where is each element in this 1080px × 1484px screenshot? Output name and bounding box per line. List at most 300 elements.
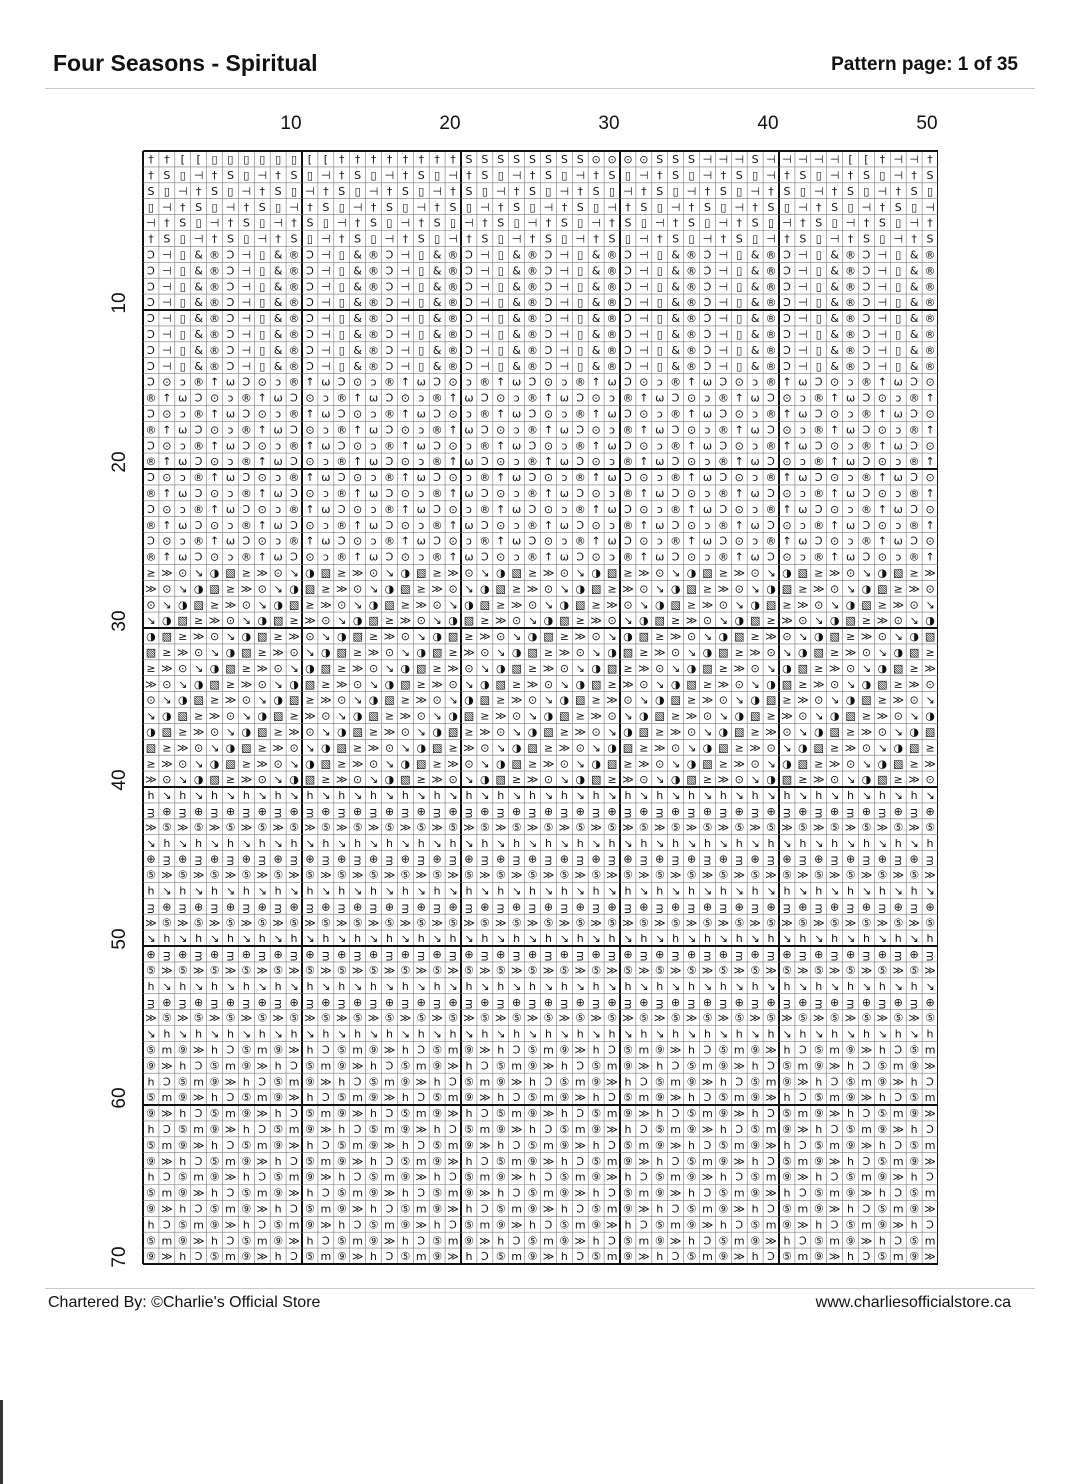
stitch-symbol: & xyxy=(353,343,362,357)
stitch-symbol: ↘ xyxy=(909,836,919,850)
stitch-symbol: h xyxy=(481,932,489,946)
stitch-symbol: ω xyxy=(702,407,713,421)
stitch-symbol: m xyxy=(829,1043,841,1057)
stitch-symbol: ⊣ xyxy=(798,327,808,341)
stitch-symbol: h xyxy=(370,1250,378,1264)
stitch-symbol: ⑤ xyxy=(782,1059,792,1073)
stitch-symbol: S xyxy=(513,200,521,214)
stitch-symbol: ↘ xyxy=(877,1027,887,1041)
stitch-symbol: Ɔ xyxy=(624,502,632,516)
stitch-symbol: ↑ xyxy=(400,471,410,485)
stitch-symbol: ⊙ xyxy=(782,455,792,469)
stitch-symbol: ® xyxy=(845,343,857,357)
stitch-symbol: ▯ xyxy=(847,200,854,214)
stitch-symbol: ↑ xyxy=(782,471,792,485)
stitch-symbol: Ɔ xyxy=(862,423,871,437)
stitch-symbol: ↄ xyxy=(370,439,377,453)
stitch-symbol: ⑤ xyxy=(416,1011,427,1025)
stitch-symbol: ⊙ xyxy=(384,741,395,755)
stitch-symbol: ▧ xyxy=(479,598,491,612)
stitch-symbol: ⊣ xyxy=(893,232,904,246)
stitch-symbol: m xyxy=(447,1186,459,1200)
stitch-symbol: ⑤ xyxy=(495,963,506,977)
stitch-symbol: & xyxy=(512,312,521,326)
stitch-symbol: ⊙ xyxy=(305,423,315,437)
stitch-symbol: ⑤ xyxy=(813,1043,824,1057)
stitch-symbol: h xyxy=(211,979,219,993)
stitch-symbol: ≫ xyxy=(431,1011,443,1025)
stitch-symbol: ≫ xyxy=(765,1186,777,1200)
stitch-symbol: ᴟ xyxy=(544,948,552,962)
stitch-symbol: ↄ xyxy=(561,407,568,421)
stitch-symbol: ≫ xyxy=(479,1043,491,1057)
stitch-symbol: ⑤ xyxy=(782,1250,792,1264)
stitch-symbol: ◑ xyxy=(909,630,919,644)
stitch-symbol: ≫ xyxy=(828,661,841,675)
stitch-symbol: ◑ xyxy=(845,598,856,612)
stitch-symbol: ≥ xyxy=(909,757,919,771)
stitch-symbol: ⑤ xyxy=(686,868,697,882)
stitch-symbol: ▧ xyxy=(304,582,316,596)
stitch-symbol: ▯ xyxy=(354,184,361,198)
stitch-symbol: ↘ xyxy=(671,661,681,675)
stitch-symbol: m xyxy=(320,1059,332,1073)
stitch-symbol: ⑨ xyxy=(750,1043,761,1057)
stitch-symbol: ⑤ xyxy=(400,1202,411,1216)
stitch-symbol: S xyxy=(449,200,457,214)
stitch-symbol: ⑤ xyxy=(877,1202,888,1216)
stitch-symbol: h xyxy=(481,1027,489,1041)
stitch-symbol: ≫ xyxy=(161,566,173,580)
stitch-symbol: ω xyxy=(655,455,665,469)
stitch-symbol: ᴟ xyxy=(847,804,855,818)
stitch-symbol: ⊣ xyxy=(464,216,474,230)
stitch-symbol: h xyxy=(847,1202,855,1216)
stitch-symbol: h xyxy=(894,932,902,946)
stitch-symbol: † xyxy=(911,232,917,246)
stitch-symbol: Ɔ xyxy=(480,1202,489,1216)
stitch-symbol: Ɔ xyxy=(242,534,251,548)
stitch-symbol: ® xyxy=(479,407,491,421)
stitch-symbol: ᴟ xyxy=(815,995,823,1009)
stitch-symbol: ▯ xyxy=(529,200,536,214)
stitch-symbol: ↘ xyxy=(241,709,251,723)
stitch-symbol: Ɔ xyxy=(576,423,585,437)
stitch-symbol: h xyxy=(767,836,775,850)
stitch-symbol: ⑨ xyxy=(400,1122,411,1136)
stitch-symbol: ⊙ xyxy=(925,407,935,421)
stitch-symbol: ≫ xyxy=(240,916,253,930)
stitch-symbol: ◑ xyxy=(511,741,522,755)
stitch-symbol: Ɔ xyxy=(147,312,155,326)
stitch-symbol: ◑ xyxy=(543,614,554,628)
stitch-symbol: h xyxy=(878,1234,886,1248)
stitch-symbol: ω xyxy=(416,471,426,485)
stitch-symbol: Ɔ xyxy=(719,375,728,389)
stitch-symbol: ↘ xyxy=(861,566,872,580)
stitch-symbol: † xyxy=(784,232,790,246)
stitch-symbol: ≫ xyxy=(399,1011,412,1025)
stitch-symbol: Ɔ xyxy=(306,327,314,341)
stitch-symbol: ↘ xyxy=(655,836,665,850)
stitch-symbol: ▯ xyxy=(338,296,345,310)
stitch-symbol: ω xyxy=(559,550,569,564)
stitch-symbol: ↘ xyxy=(925,693,935,707)
stitch-symbol: ⑤ xyxy=(273,1170,284,1184)
stitch-symbol: ⊙ xyxy=(686,630,697,644)
stitch-symbol: ▧ xyxy=(908,741,920,755)
stitch-symbol: ≫ xyxy=(510,1122,523,1136)
stitch-symbol: h xyxy=(417,932,425,946)
stitch-symbol: ω xyxy=(655,423,665,437)
stitch-symbol: ω xyxy=(225,502,236,516)
stitch-symbol: Ɔ xyxy=(862,391,871,405)
stitch-symbol: ᴟ xyxy=(624,900,632,914)
stitch-symbol: ® xyxy=(860,534,872,548)
stitch-symbol: ≥ xyxy=(257,645,267,659)
stitch-symbol: h xyxy=(338,1075,346,1089)
stitch-symbol: ⑨ xyxy=(686,1170,697,1184)
stitch-symbol: Ɔ xyxy=(735,1218,744,1232)
stitch-symbol: ↘ xyxy=(289,661,299,675)
stitch-symbol: ▯ xyxy=(434,168,441,182)
stitch-symbol: ≥ xyxy=(543,741,554,755)
stitch-symbol: ↘ xyxy=(416,884,426,898)
stitch-symbol: ® xyxy=(845,312,857,326)
stitch-pattern-grid xyxy=(142,150,938,1265)
stitch-symbol: Ɔ xyxy=(385,455,394,469)
stitch-symbol: ω xyxy=(607,439,617,453)
stitch-symbol: ↘ xyxy=(416,979,426,993)
stitch-symbol: ⊕ xyxy=(289,804,299,818)
stitch-symbol: ⊣ xyxy=(718,312,729,326)
stitch-symbol: S xyxy=(481,168,489,182)
stitch-symbol: ⑤ xyxy=(623,1043,633,1057)
stitch-symbol: & xyxy=(909,264,919,278)
stitch-symbol: ↘ xyxy=(368,677,379,691)
stitch-symbol: ≫ xyxy=(558,916,571,930)
stitch-symbol: ⑤ xyxy=(638,916,649,930)
stitch-symbol: Ɔ xyxy=(608,1091,616,1105)
stitch-symbol: ◑ xyxy=(209,757,220,771)
stitch-symbol: ω xyxy=(798,471,808,485)
stitch-symbol: ω xyxy=(750,455,760,469)
stitch-symbol: ⊙ xyxy=(639,534,649,548)
stitch-symbol: & xyxy=(194,359,203,373)
stitch-symbol: ↑ xyxy=(209,407,220,421)
stitch-symbol: ⊙ xyxy=(512,709,522,723)
stitch-symbol: ≫ xyxy=(415,868,428,882)
stitch-symbol: ® xyxy=(383,375,395,389)
stitch-symbol: h xyxy=(338,1218,346,1232)
stitch-symbol: m xyxy=(606,1250,618,1264)
stitch-symbol: ® xyxy=(622,518,634,532)
stitch-symbol: ↘ xyxy=(289,757,299,771)
stitch-symbol: ⑤ xyxy=(209,1107,220,1121)
stitch-symbol: S xyxy=(544,168,552,182)
stitch-symbol: ≫ xyxy=(256,1202,269,1216)
stitch-symbol: ↄ xyxy=(561,471,568,485)
stitch-symbol: S xyxy=(608,168,616,182)
stitch-symbol: ⑤ xyxy=(527,1138,538,1152)
stitch-symbol: ⑤ xyxy=(305,868,315,882)
stitch-symbol: ↑ xyxy=(925,486,935,500)
stitch-symbol: ⊙ xyxy=(830,471,840,485)
stitch-symbol: h xyxy=(497,1234,505,1248)
stitch-symbol: ◑ xyxy=(384,582,395,596)
stitch-symbol: h xyxy=(306,979,314,993)
stitch-symbol: ≫ xyxy=(701,963,714,977)
stitch-symbol: ▧ xyxy=(447,725,459,739)
stitch-symbol: m xyxy=(606,1154,618,1168)
stitch-symbol: ᴟ xyxy=(370,995,378,1009)
stitch-symbol: ⊣ xyxy=(861,200,872,214)
stitch-symbol: ▧ xyxy=(225,757,236,771)
stitch-symbol: ◑ xyxy=(861,677,872,691)
stitch-symbol: ≥ xyxy=(591,693,601,707)
stitch-symbol: Ɔ xyxy=(767,1202,775,1216)
stitch-symbol: ◑ xyxy=(241,630,252,644)
stitch-symbol: ↘ xyxy=(671,979,681,993)
stitch-symbol: ◑ xyxy=(782,566,792,580)
stitch-symbol: ↘ xyxy=(432,836,442,850)
stitch-symbol: ⑤ xyxy=(591,1250,602,1264)
stitch-symbol: ↘ xyxy=(639,884,649,898)
stitch-symbol: ≫ xyxy=(161,661,173,675)
stitch-symbol: ᴟ xyxy=(338,995,346,1009)
stitch-symbol: ᴟ xyxy=(290,948,298,962)
stitch-symbol: h xyxy=(497,884,505,898)
stitch-symbol: ® xyxy=(845,280,857,294)
stitch-symbol: ↑ xyxy=(734,550,744,564)
stitch-symbol: ⑤ xyxy=(686,1107,697,1121)
stitch-symbol: ® xyxy=(479,375,491,389)
stitch-symbol: ⊣ xyxy=(400,343,411,357)
stitch-symbol: ≥ xyxy=(257,741,267,755)
stitch-symbol: ↘ xyxy=(257,598,267,612)
stitch-symbol: Ɔ xyxy=(385,359,394,373)
stitch-symbol: ▯ xyxy=(624,232,631,246)
stitch-symbol: ◑ xyxy=(861,773,872,787)
stitch-symbol: ® xyxy=(240,423,252,437)
stitch-symbol: ® xyxy=(209,264,221,278)
stitch-symbol: ⊙ xyxy=(639,375,649,389)
stitch-symbol: ▯ xyxy=(895,264,902,278)
stitch-symbol: ≥ xyxy=(543,645,554,659)
stitch-symbol: ω xyxy=(321,471,331,485)
stitch-symbol: ↘ xyxy=(909,1027,919,1041)
stitch-symbol: ▧ xyxy=(543,725,554,739)
stitch-symbol: ⊣ xyxy=(336,216,347,230)
stitch-symbol: ® xyxy=(765,502,777,516)
stitch-symbol: ⊙ xyxy=(209,391,220,405)
stitch-symbol: ↘ xyxy=(925,884,935,898)
stitch-symbol: ≫ xyxy=(161,1250,173,1264)
stitch-symbol: ⊙ xyxy=(496,391,506,405)
stitch-symbol: ≥ xyxy=(448,741,458,755)
stitch-symbol: ⑤ xyxy=(718,1234,729,1248)
stitch-symbol: ⑤ xyxy=(193,820,204,834)
stitch-symbol: h xyxy=(242,979,250,993)
stitch-symbol: m xyxy=(320,1250,332,1264)
stitch-symbol: Ɔ xyxy=(480,1250,489,1264)
stitch-symbol: ⑨ xyxy=(241,1154,252,1168)
stitch-symbol: ↘ xyxy=(639,979,649,993)
stitch-symbol: Ɔ xyxy=(608,1138,616,1152)
stitch-symbol: ⊙ xyxy=(686,391,697,405)
stitch-symbol: Ɔ xyxy=(385,248,394,262)
stitch-symbol: ≫ xyxy=(685,1011,698,1025)
stitch-symbol: ↄ xyxy=(275,471,282,485)
stitch-symbol: Ɔ xyxy=(226,1186,235,1200)
stitch-symbol: ≫ xyxy=(351,566,364,580)
stitch-symbol: ▧ xyxy=(606,566,618,580)
stitch-symbol: ▯ xyxy=(179,296,186,310)
stitch-symbol: ⑤ xyxy=(877,1059,888,1073)
stitch-symbol: ® xyxy=(527,327,539,341)
stitch-symbol: ↘ xyxy=(178,582,188,596)
stitch-symbol: ω xyxy=(178,391,188,405)
stitch-symbol: ≥ xyxy=(464,725,474,739)
stitch-symbol: ⊕ xyxy=(639,900,649,914)
stitch-symbol: & xyxy=(353,264,362,278)
stitch-symbol: ↘ xyxy=(766,757,776,771)
stitch-symbol: ⊣ xyxy=(925,200,935,214)
stitch-symbol: h xyxy=(783,1234,791,1248)
stitch-symbol: ≫ xyxy=(765,963,777,977)
stitch-symbol: ↑ xyxy=(686,471,697,485)
stitch-symbol: ↘ xyxy=(623,932,633,946)
stitch-symbol: & xyxy=(432,359,442,373)
stitch-symbol: h xyxy=(338,1170,346,1184)
stitch-symbol: ⑤ xyxy=(766,916,776,930)
stitch-symbol: & xyxy=(194,296,203,310)
stitch-symbol: ≥ xyxy=(384,614,395,628)
stitch-symbol: S xyxy=(465,184,473,198)
stitch-symbol: ▯ xyxy=(306,232,313,246)
stitch-symbol: † xyxy=(657,232,663,246)
stitch-symbol: ⊙ xyxy=(480,645,490,659)
stitch-symbol: ® xyxy=(193,534,205,548)
stitch-symbol: ⑨ xyxy=(273,1091,284,1105)
stitch-symbol: S xyxy=(242,216,250,230)
stitch-symbol: ⊕ xyxy=(671,900,681,914)
stitch-symbol: ↄ xyxy=(465,534,472,548)
stitch-symbol: † xyxy=(466,232,472,246)
stitch-symbol: & xyxy=(909,296,919,310)
stitch-symbol: ↄ xyxy=(609,423,616,437)
stitch-symbol: ᴟ xyxy=(878,804,886,818)
stitch-symbol: ⊣ xyxy=(639,248,649,262)
stitch-symbol: ≥ xyxy=(861,709,872,723)
stitch-symbol: † xyxy=(911,168,917,182)
stitch-symbol: h xyxy=(751,1154,759,1168)
stitch-symbol: Ɔ xyxy=(465,264,473,278)
stitch-symbol: ⊣ xyxy=(670,200,681,214)
stitch-symbol: h xyxy=(783,1138,791,1152)
stitch-symbol: ↘ xyxy=(830,789,840,803)
stitch-symbol: ⑤ xyxy=(559,963,570,977)
stitch-symbol: ≥ xyxy=(814,566,824,580)
stitch-symbol: ↑ xyxy=(877,407,887,421)
stitch-symbol: ↑ xyxy=(496,502,506,516)
column-label-10: 10 xyxy=(280,113,302,134)
stitch-symbol: † xyxy=(164,216,170,230)
stitch-symbol: ≥ xyxy=(845,630,856,644)
stitch-symbol: ▯ xyxy=(322,216,329,230)
stitch-symbol: ⊙ xyxy=(305,486,315,500)
stitch-symbol: Ɔ xyxy=(639,1170,648,1184)
stitch-symbol: ▯ xyxy=(179,312,186,326)
stitch-symbol: ◑ xyxy=(416,741,427,755)
stitch-symbol: ⑨ xyxy=(146,1059,156,1073)
stitch-symbol: h xyxy=(576,932,584,946)
stitch-symbol: ◑ xyxy=(368,693,379,707)
stitch-symbol: ◑ xyxy=(162,709,172,723)
stitch-symbol: ▧ xyxy=(431,645,443,659)
stitch-symbol: ⊣ xyxy=(321,312,331,326)
stitch-symbol: ↘ xyxy=(798,630,808,644)
stitch-symbol: ⊕ xyxy=(782,948,792,962)
stitch-symbol: ≥ xyxy=(432,661,442,675)
stitch-symbol: ⊕ xyxy=(353,995,363,1009)
stitch-symbol: ▧ xyxy=(845,709,856,723)
stitch-symbol: Ɔ xyxy=(480,486,489,500)
stitch-symbol: ⊕ xyxy=(861,995,872,1009)
stitch-symbol: Ɔ xyxy=(162,1122,171,1136)
stitch-symbol: ≫ xyxy=(304,916,316,930)
stitch-symbol: † xyxy=(402,232,409,246)
stitch-symbol: ⊣ xyxy=(766,168,776,182)
stitch-symbol: ↘ xyxy=(337,709,347,723)
stitch-symbol: ≫ xyxy=(304,820,316,834)
stitch-symbol: ⊙ xyxy=(877,391,887,405)
stitch-symbol: ω xyxy=(368,518,379,532)
stitch-symbol: ◑ xyxy=(766,773,776,787)
stitch-symbol: m xyxy=(892,1059,904,1073)
stitch-symbol: ↘ xyxy=(543,884,554,898)
stitch-symbol: Ɔ xyxy=(337,534,346,548)
stitch-symbol: & xyxy=(432,280,442,294)
stitch-symbol: ▯ xyxy=(497,168,504,182)
stitch-symbol: Ɔ xyxy=(306,359,314,373)
stitch-symbol: ᴟ xyxy=(783,995,791,1009)
stitch-symbol: ≫ xyxy=(797,598,809,612)
stitch-symbol: ⊣ xyxy=(877,343,888,357)
stitch-symbol: & xyxy=(432,264,442,278)
stitch-symbol: ω xyxy=(225,439,236,453)
stitch-symbol: ≫ xyxy=(479,868,491,882)
stitch-symbol: ≫ xyxy=(367,645,380,659)
stitch-symbol: ↘ xyxy=(512,884,522,898)
stitch-symbol: ᴟ xyxy=(529,995,537,1009)
stitch-symbol: h xyxy=(179,979,187,993)
stitch-symbol: ⑨ xyxy=(654,1043,665,1057)
stitch-symbol: ⑨ xyxy=(527,1250,538,1264)
stitch-symbol: ↘ xyxy=(146,709,156,723)
stitch-symbol: ≫ xyxy=(542,1202,555,1216)
stitch-symbol: ≫ xyxy=(908,582,920,596)
stitch-symbol: † xyxy=(593,168,599,182)
stitch-symbol: Ɔ xyxy=(385,391,394,405)
stitch-symbol: ᴟ xyxy=(862,852,870,866)
stitch-symbol: S xyxy=(179,216,187,230)
stitch-symbol: Ɔ xyxy=(417,1234,426,1248)
stitch-symbol: h xyxy=(147,979,155,993)
stitch-symbol: h xyxy=(401,1186,409,1200)
stitch-symbol: ▯ xyxy=(306,168,313,182)
stitch-symbol: ↘ xyxy=(305,741,315,755)
